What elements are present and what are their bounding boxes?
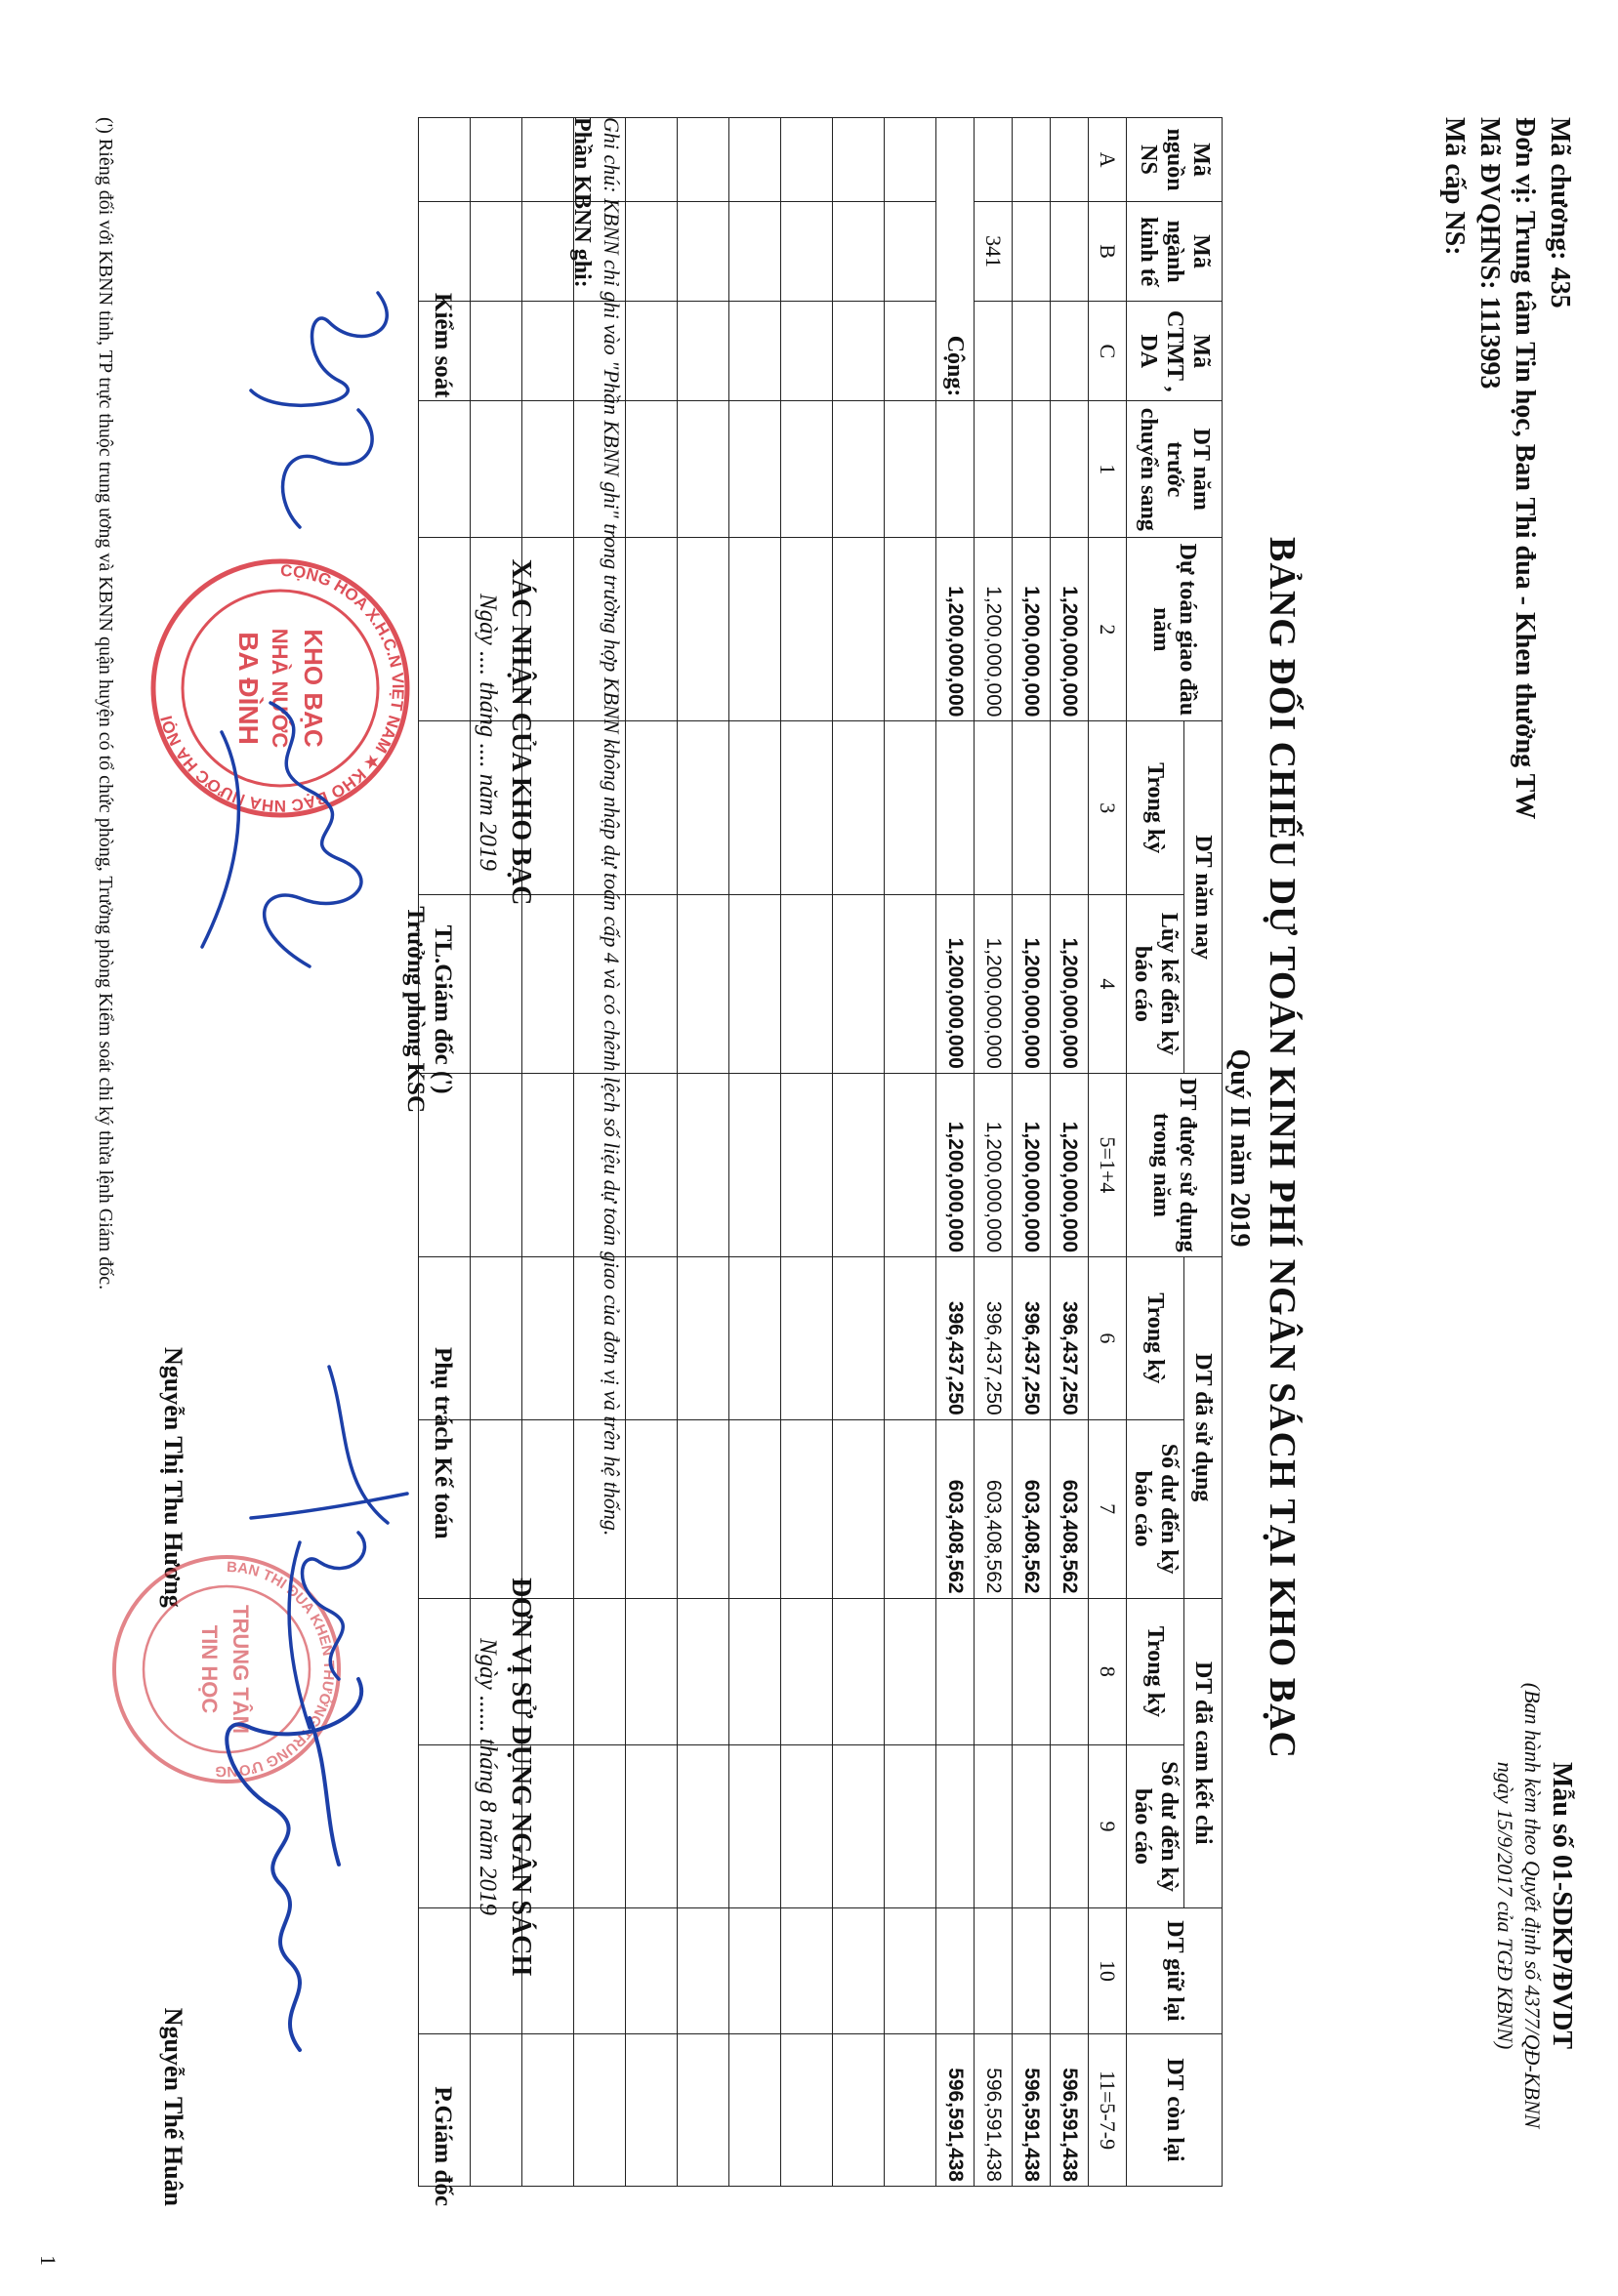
footnote: (') Riêng đối với KBNN tỉnh, TP trực thuộc trung ương và KBNN quận huyện có tổ chức phòng, Trưởng phòng Kiểm soát chi ký thừa lệnh Giám đốc. bbox=[95, 117, 116, 1291]
blank-cell bbox=[885, 302, 936, 401]
table-cell bbox=[1013, 401, 1051, 538]
blank-cell bbox=[833, 1745, 885, 1908]
blank-cell bbox=[885, 894, 936, 1073]
blank-cell bbox=[781, 1073, 833, 1256]
ma-cap-ns: Mã cấp NS: bbox=[1439, 117, 1470, 256]
blank-cell bbox=[885, 2033, 936, 2186]
signatory-names bbox=[158, 1347, 187, 2206]
blank-cell bbox=[678, 401, 729, 538]
total-cell: 1,200,000,000 bbox=[936, 894, 975, 1073]
table-cell bbox=[1013, 202, 1051, 302]
blank-cell bbox=[729, 1419, 781, 1598]
table-cell: 396,437,250 bbox=[1051, 1257, 1089, 1420]
blank-cell bbox=[885, 202, 936, 302]
blank-cell bbox=[522, 118, 574, 202]
blank-cell bbox=[885, 1419, 936, 1598]
blank-cell bbox=[626, 1419, 678, 1598]
blank-cell bbox=[678, 721, 729, 894]
blank-cell bbox=[781, 118, 833, 202]
treasury-stamp-line3: BA ĐÌNH bbox=[233, 632, 264, 745]
table-total-row bbox=[936, 118, 975, 2187]
blank-cell bbox=[781, 721, 833, 894]
blank-cell bbox=[626, 538, 678, 721]
subheader-nam-nay-luy-ke: Lũy kế đến kỳ báo cáo bbox=[1127, 894, 1184, 1073]
budget-table bbox=[418, 117, 1223, 2187]
total-cell: 603,408,562 bbox=[936, 1419, 975, 1598]
accountant-signature-icon bbox=[212, 1347, 446, 1738]
table-cell: 603,408,562 bbox=[975, 1419, 1013, 1598]
table-header-row bbox=[1184, 118, 1223, 2187]
form-info bbox=[1491, 1632, 1577, 2179]
table-cell: 1,200,000,000 bbox=[1013, 1073, 1051, 1256]
blank-cell bbox=[471, 202, 522, 302]
blank-cell bbox=[729, 1073, 781, 1256]
blank-cell bbox=[678, 1745, 729, 1908]
total-cell: 596,591,438 bbox=[936, 2033, 975, 2186]
document-title: BẢNG ĐỐI CHIẾU DỰ TOÁN KINH PHÍ NGÂN SÁCH TẠI KHO BẠC bbox=[1262, 537, 1303, 1759]
total-cell bbox=[936, 1745, 975, 1908]
table-row bbox=[1051, 118, 1089, 2187]
form-number: Mẫu số 01-SDKP/ĐVDT bbox=[1547, 1761, 1577, 2049]
subheader-da-su-dung-so-du: Số dư đến kỳ báo cáo bbox=[1127, 1419, 1184, 1598]
header-du-toan: Dự toán giao đầu năm bbox=[1127, 538, 1223, 721]
column-code: B bbox=[1089, 202, 1127, 302]
blank-cell bbox=[781, 1907, 833, 2033]
blank-cell bbox=[833, 1419, 885, 1598]
table-cell: 1,200,000,000 bbox=[975, 1073, 1013, 1256]
table-cell bbox=[1051, 118, 1089, 202]
unit-info bbox=[1436, 117, 1577, 819]
table-cell: 603,408,562 bbox=[1051, 1419, 1089, 1598]
header-dt-truoc: DT năm trước chuyển sang bbox=[1127, 401, 1223, 538]
column-code: 7 bbox=[1089, 1419, 1127, 1598]
blank-cell bbox=[471, 118, 522, 202]
treasury-date: Ngày .... tháng .... năm 2019 bbox=[475, 593, 501, 872]
ma-dvqhns: Mã ĐVQHNS: 1113993 bbox=[1474, 117, 1505, 390]
column-code: 9 bbox=[1089, 1745, 1127, 1908]
header-dt-con-lai: DT còn lại bbox=[1127, 2033, 1223, 2186]
signatory-accountant-name: Nguyễn Thị Thu Hương bbox=[159, 1347, 187, 1608]
blank-cell bbox=[678, 538, 729, 721]
table-cell: 1,200,000,000 bbox=[1051, 1073, 1089, 1256]
unit-stamp-line1: TRUNG TÂM bbox=[228, 1605, 253, 1734]
blank-cell bbox=[781, 894, 833, 1073]
column-code: 4 bbox=[1089, 894, 1127, 1073]
column-code-row bbox=[1089, 118, 1127, 2187]
header-ma-nguon: Mã nguồn NS bbox=[1127, 118, 1223, 202]
blank-cell bbox=[885, 401, 936, 538]
blank-cell bbox=[678, 118, 729, 202]
treasury-stamp-icon bbox=[144, 552, 417, 825]
blank-cell bbox=[833, 1073, 885, 1256]
form-decision-date: ngày 15/9/2017 của TGĐ KBNN) bbox=[1493, 1761, 1517, 2050]
table-cell: 596,591,438 bbox=[1051, 2033, 1089, 2186]
blank-cell bbox=[833, 894, 885, 1073]
blank-cell bbox=[833, 1598, 885, 1745]
blank-cell bbox=[885, 1073, 936, 1256]
blank-cell bbox=[678, 2033, 729, 2186]
table-row bbox=[1013, 118, 1051, 2187]
table-cell bbox=[975, 118, 1013, 202]
table-cell: 596,591,438 bbox=[975, 2033, 1013, 2186]
blank-cell bbox=[885, 1907, 936, 2033]
blank-row bbox=[729, 118, 781, 2187]
header-dt-nam-nay: DT năm nay bbox=[1184, 721, 1223, 1073]
table-cell bbox=[1013, 118, 1051, 202]
table-cell: 396,437,250 bbox=[1013, 1257, 1051, 1420]
blank-cell bbox=[626, 1745, 678, 1908]
blank-cell bbox=[885, 118, 936, 202]
blank-cell bbox=[678, 302, 729, 401]
blank-cell bbox=[885, 1598, 936, 1745]
column-code: 11=5-7-9 bbox=[1089, 2033, 1127, 2186]
table-row bbox=[975, 118, 1013, 2187]
subheader-da-su-dung-trong-ky: Trong kỳ bbox=[1127, 1257, 1184, 1420]
blank-cell bbox=[626, 2033, 678, 2186]
blank-cell bbox=[833, 202, 885, 302]
blank-cell bbox=[626, 894, 678, 1073]
blank-cell bbox=[885, 538, 936, 721]
total-cell: 396,437,250 bbox=[936, 1257, 975, 1420]
blank-cell bbox=[729, 1907, 781, 2033]
column-code: 6 bbox=[1089, 1257, 1127, 1420]
blank-cell bbox=[833, 302, 885, 401]
don-vi: Đơn vị: Trung tâm Tin học, Ban Thi đua - Khen thưởng TW bbox=[1510, 117, 1540, 820]
blank-cell bbox=[729, 401, 781, 538]
blank-cell bbox=[729, 118, 781, 202]
blank-row bbox=[781, 118, 833, 2187]
blank-cell bbox=[781, 1745, 833, 1908]
table-cell bbox=[1051, 1907, 1089, 2033]
table-cell bbox=[1013, 1598, 1051, 1745]
treasury-role-head: Trưởng phòng KSC bbox=[402, 906, 429, 1113]
table-cell: 341 bbox=[975, 202, 1013, 302]
blank-cell bbox=[678, 1598, 729, 1745]
signatory-director-name: Nguyễn Thế Huân bbox=[159, 2007, 187, 2206]
column-code: C bbox=[1089, 302, 1127, 401]
blank-cell bbox=[833, 538, 885, 721]
subheader-nam-nay-trong-ky: Trong kỳ bbox=[1127, 721, 1184, 894]
unit-role-deputy-director: P.Giám đốc bbox=[430, 2086, 456, 2206]
table-cell: 1,200,000,000 bbox=[975, 894, 1013, 1073]
ma-chuong: Mã chương: 435 bbox=[1545, 117, 1575, 308]
treasury-stamp-line1: KHO BẠC bbox=[299, 629, 328, 748]
treasury-confirmation bbox=[401, 293, 536, 1171]
table-cell: 396,437,250 bbox=[975, 1257, 1013, 1420]
form-decision: (Ban hành kèm theo Quyết định số 4377/QĐ-KBNN bbox=[1520, 1682, 1545, 2129]
blank-cell bbox=[626, 302, 678, 401]
kbnn-section-label: Phần KBNN ghi: bbox=[569, 117, 595, 288]
director-signature-icon bbox=[183, 1660, 417, 2070]
total-cell bbox=[936, 1907, 975, 2033]
svg-text:CỘNG HÒA X.H.C.N VIỆT NAM ★ KH bbox=[157, 561, 407, 815]
table-cell: 1,200,000,000 bbox=[975, 538, 1013, 721]
svg-text:BAN THI ĐUA KHEN THƯỞNG TRUNG bbox=[215, 1559, 337, 1780]
blank-cell bbox=[729, 202, 781, 302]
header-dt-giu-lai: DT giữ lại bbox=[1127, 1907, 1223, 2033]
blank-cell bbox=[781, 1257, 833, 1420]
blank-row bbox=[885, 118, 936, 2187]
blank-cell bbox=[781, 538, 833, 721]
total-cell: 1,200,000,000 bbox=[936, 1073, 975, 1256]
blank-cell bbox=[626, 721, 678, 894]
table-cell bbox=[1051, 721, 1089, 894]
treasury-role-controller: Kiểm soát bbox=[430, 293, 456, 398]
blank-cell bbox=[729, 1598, 781, 1745]
treasury-stamp-line2: NHÀ NƯỚC bbox=[268, 628, 292, 749]
column-code: 3 bbox=[1089, 721, 1127, 894]
blank-cell bbox=[729, 1257, 781, 1420]
blank-cell bbox=[781, 1419, 833, 1598]
header-ma-ctmt: Mã CTMT , DA bbox=[1127, 302, 1223, 401]
total-cell bbox=[936, 401, 975, 538]
unit-role-accountant: Phụ trách Kế toán bbox=[430, 1347, 456, 1539]
unit-heading: ĐƠN VỊ SỬ DỤNG NGÂN SÁCH bbox=[506, 1577, 536, 1977]
header-dt-da-su-dung: DT đã sử dụng bbox=[1184, 1257, 1223, 1599]
blank-cell bbox=[626, 1907, 678, 2033]
blank-row bbox=[678, 118, 729, 2187]
table-cell: 596,591,438 bbox=[1013, 2033, 1051, 2186]
blank-cell bbox=[626, 1073, 678, 1256]
column-code: 2 bbox=[1089, 538, 1127, 721]
table-cell bbox=[1051, 1745, 1089, 1908]
table-note: Ghi chú: KBNN chỉ ghi vào "Phần KBNN ghi" trong trường hợp KBNN không nhập dự toán cấp 4 và có chênh lệch số liệu dự toán giao của đơn vị và trên hệ thống. bbox=[600, 117, 624, 1537]
blank-cell bbox=[781, 302, 833, 401]
table-cell bbox=[975, 1598, 1013, 1745]
unit-stamp-line2: TIN HỌC bbox=[197, 1624, 222, 1714]
blank-cell bbox=[626, 401, 678, 538]
table-cell bbox=[1013, 721, 1051, 894]
blank-cell bbox=[729, 721, 781, 894]
blank-cell bbox=[729, 2033, 781, 2186]
blank-cell bbox=[885, 1257, 936, 1420]
column-code: 5=1+4 bbox=[1089, 1073, 1127, 1256]
blank-cell bbox=[833, 1257, 885, 1420]
blank-cell bbox=[678, 1073, 729, 1256]
blank-cell bbox=[678, 1907, 729, 2033]
blank-cell bbox=[781, 401, 833, 538]
blank-cell bbox=[522, 202, 574, 302]
header-ma-nganh: Mã ngành kinh tế bbox=[1127, 202, 1223, 302]
table-cell: 603,408,562 bbox=[1013, 1419, 1051, 1598]
blank-cell bbox=[678, 1257, 729, 1420]
table-cell bbox=[975, 721, 1013, 894]
total-cell bbox=[936, 721, 975, 894]
blank-cell bbox=[885, 721, 936, 894]
blank-cell bbox=[678, 1419, 729, 1598]
unit-stamp-icon bbox=[104, 1547, 349, 1791]
blank-cell bbox=[626, 1257, 678, 1420]
table-cell bbox=[1051, 202, 1089, 302]
blank-cell bbox=[419, 118, 471, 202]
table-cell bbox=[975, 1907, 1013, 2033]
table-cell bbox=[975, 1745, 1013, 1908]
blank-cell bbox=[729, 894, 781, 1073]
column-code: 8 bbox=[1089, 1598, 1127, 1745]
blank-cell bbox=[833, 2033, 885, 2186]
table-cell bbox=[1013, 302, 1051, 401]
table-cell bbox=[1051, 401, 1089, 538]
blank-cell bbox=[781, 1598, 833, 1745]
total-label: Cộng: bbox=[936, 118, 975, 401]
blank-cell bbox=[781, 202, 833, 302]
table-cell bbox=[975, 401, 1013, 538]
total-cell: 1,200,000,000 bbox=[936, 538, 975, 721]
header-dt-cam-ket: DT đã cam kết chi bbox=[1184, 1598, 1223, 1907]
column-code: 1 bbox=[1089, 401, 1127, 538]
column-code: A bbox=[1089, 118, 1127, 202]
treasury-role-director: TL.Giám đốc (') bbox=[430, 924, 456, 1094]
blank-cell bbox=[626, 1598, 678, 1745]
unit-date: Ngày ...... tháng 8 năm 2019 bbox=[475, 1637, 501, 1916]
blank-cell bbox=[626, 202, 678, 302]
total-cell bbox=[936, 1598, 975, 1745]
table-cell: 1,200,000,000 bbox=[1013, 894, 1051, 1073]
blank-cell bbox=[833, 401, 885, 538]
header-dt-duoc-su-dung: DT được sử dụng trong năm bbox=[1127, 1073, 1223, 1256]
blank-cell bbox=[729, 538, 781, 721]
table-cell bbox=[1013, 1745, 1051, 1908]
blank-cell bbox=[833, 721, 885, 894]
table-cell: 1,200,000,000 bbox=[1051, 538, 1089, 721]
subheader-cam-ket-trong-ky: Trong kỳ bbox=[1127, 1598, 1184, 1745]
controller-signature-icon bbox=[202, 273, 417, 566]
blank-cell bbox=[885, 1745, 936, 1908]
table-cell bbox=[1051, 1598, 1089, 1745]
blank-cell bbox=[729, 1745, 781, 1908]
blank-cell bbox=[833, 1907, 885, 2033]
blank-cell bbox=[678, 894, 729, 1073]
blank-cell bbox=[781, 2033, 833, 2186]
table-cell: 1,200,000,000 bbox=[1051, 894, 1089, 1073]
unit-stamp-ring: BAN THI ĐUA KHEN THƯỞNG TRUNG ƯƠNG bbox=[214, 1558, 338, 1781]
page-number: 1 bbox=[36, 2255, 61, 2266]
table-cell bbox=[975, 302, 1013, 401]
unit-confirmation bbox=[429, 1347, 536, 2206]
table-cell bbox=[1013, 1907, 1051, 2033]
table-cell bbox=[1051, 302, 1089, 401]
document-period: Quý II năm 2019 bbox=[1224, 1048, 1255, 1248]
blank-cell bbox=[419, 202, 471, 302]
blank-row bbox=[626, 118, 678, 2187]
blank-cell bbox=[833, 118, 885, 202]
blank-row bbox=[833, 118, 885, 2187]
blank-cell bbox=[626, 118, 678, 202]
table-cell: 1,200,000,000 bbox=[1013, 538, 1051, 721]
treasury-stamp-ring: CỘNG HÒA X.H.C.N VIỆT NAM ★ KHO BẠC NHÀ NƯỚC HÀ NỘI bbox=[156, 560, 408, 816]
treasury-heading: XÁC NHẬN CỦA KHO BẠC bbox=[506, 558, 536, 906]
subheader-cam-ket-so-du: Số dư đến kỳ báo cáo bbox=[1127, 1745, 1184, 1908]
blank-cell bbox=[729, 302, 781, 401]
blank-cell bbox=[678, 202, 729, 302]
column-code: 10 bbox=[1089, 1907, 1127, 2033]
